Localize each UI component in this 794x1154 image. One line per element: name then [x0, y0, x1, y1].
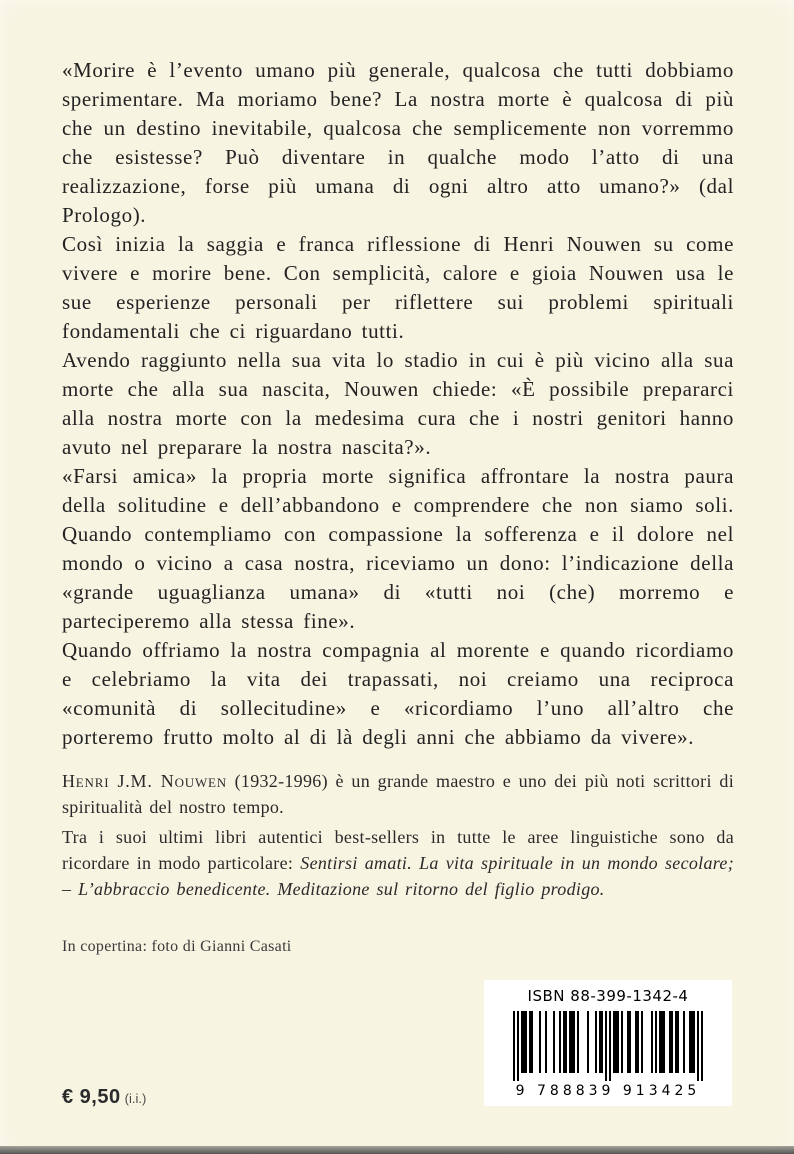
author-name: Henri J.M. Nouwen [62, 771, 227, 791]
blurb-paragraph-2: Così inizia la saggia e franca riflessione di Henri Nouwen su come vivere e morire bene. Con semplicità, calore e gioia Nouwen usa le sue esperienze personali per riflettere sui problemi spirituali fondamentali che ci riguardano tutti. [62, 232, 734, 343]
blurb-paragraph-5: Quando offriamo la nostra compagnia al morente e quando ricordiamo e celebriamo la vita dei trapassati, noi creiamo una reciproca «comunità di sollecitudine» e «ricordiamo l’uno all’altro che porteremo frutto molto al di là degli anni che abbiamo da vivere». [62, 638, 734, 749]
cover-photo-credit: In copertina: foto di Gianni Casati [62, 938, 292, 955]
barcode-number: 9 788839 913425 [515, 1083, 701, 1099]
works-intro: Tra i suoi ultimi libri autentici best-sellers in tutte le aree linguistiche sono da ricordare in modo particolare: [62, 827, 734, 873]
bio-line [62, 768, 734, 820]
blurb [62, 56, 734, 956]
price [62, 1086, 146, 1109]
blurb-paragraph-1: «Morire è l’evento umano più generale, qualcosa che tutti dobbiamo sperimentare. Ma moriamo bene? La nostra morte è qualcosa di più che un destino inevitabile, qualcosa che semplicemente non vorremmo che esistesse? Può diventare in qualche modo l’atto di una realizzazione, forse più umana di ogni altro atto umano?» (dal Prologo). [62, 58, 734, 227]
bio-description: (1932-1996) è un grande maestro e uno dei più noti scrittori di spiritualità del nostro tempo. [62, 771, 734, 817]
work-title-1: Sentirsi amati. La vita spirituale in un mondo secolare; [300, 853, 734, 873]
author-bio [62, 768, 734, 902]
blurb-paragraph-3: Avendo raggiunto nella sua vita lo stadio in cui è più vicino alla sua morte che alla sua nascita, Nouwen chiede: «È possibile prepararci alla nostra morte con la medesima cura che i nostri genitori hanno avuto nel preparare la nostra nascita?». [62, 348, 734, 459]
barcode-box [484, 980, 732, 1106]
ean-barcode [513, 1011, 703, 1081]
page-bottom-edge [0, 1146, 794, 1154]
price-amount: € 9,50 [62, 1086, 121, 1108]
isbn-label: ISBN 88-399-1342-4 [527, 987, 689, 1005]
blurb-paragraph-4: «Farsi amica» la propria morte significa affrontare la nostra paura della solitudine e dell’abbandono e comprendere che non siamo soli. Quando contempliamo con compassione la sofferenza e il dolore nel mondo o vicino a casa nostra, riceviamo un dono: l’indicazione della «grande uguaglianza umana» di «tutti noi (che) morremo e parteciperemo alla stessa fine». [62, 464, 734, 633]
price-note: (i.i.) [124, 1091, 147, 1106]
bio-works [62, 824, 734, 902]
works-separator: – [62, 879, 79, 899]
work-title-2: L’abbraccio benedicente. Meditazione sul ritorno del figlio prodigo. [78, 879, 605, 899]
